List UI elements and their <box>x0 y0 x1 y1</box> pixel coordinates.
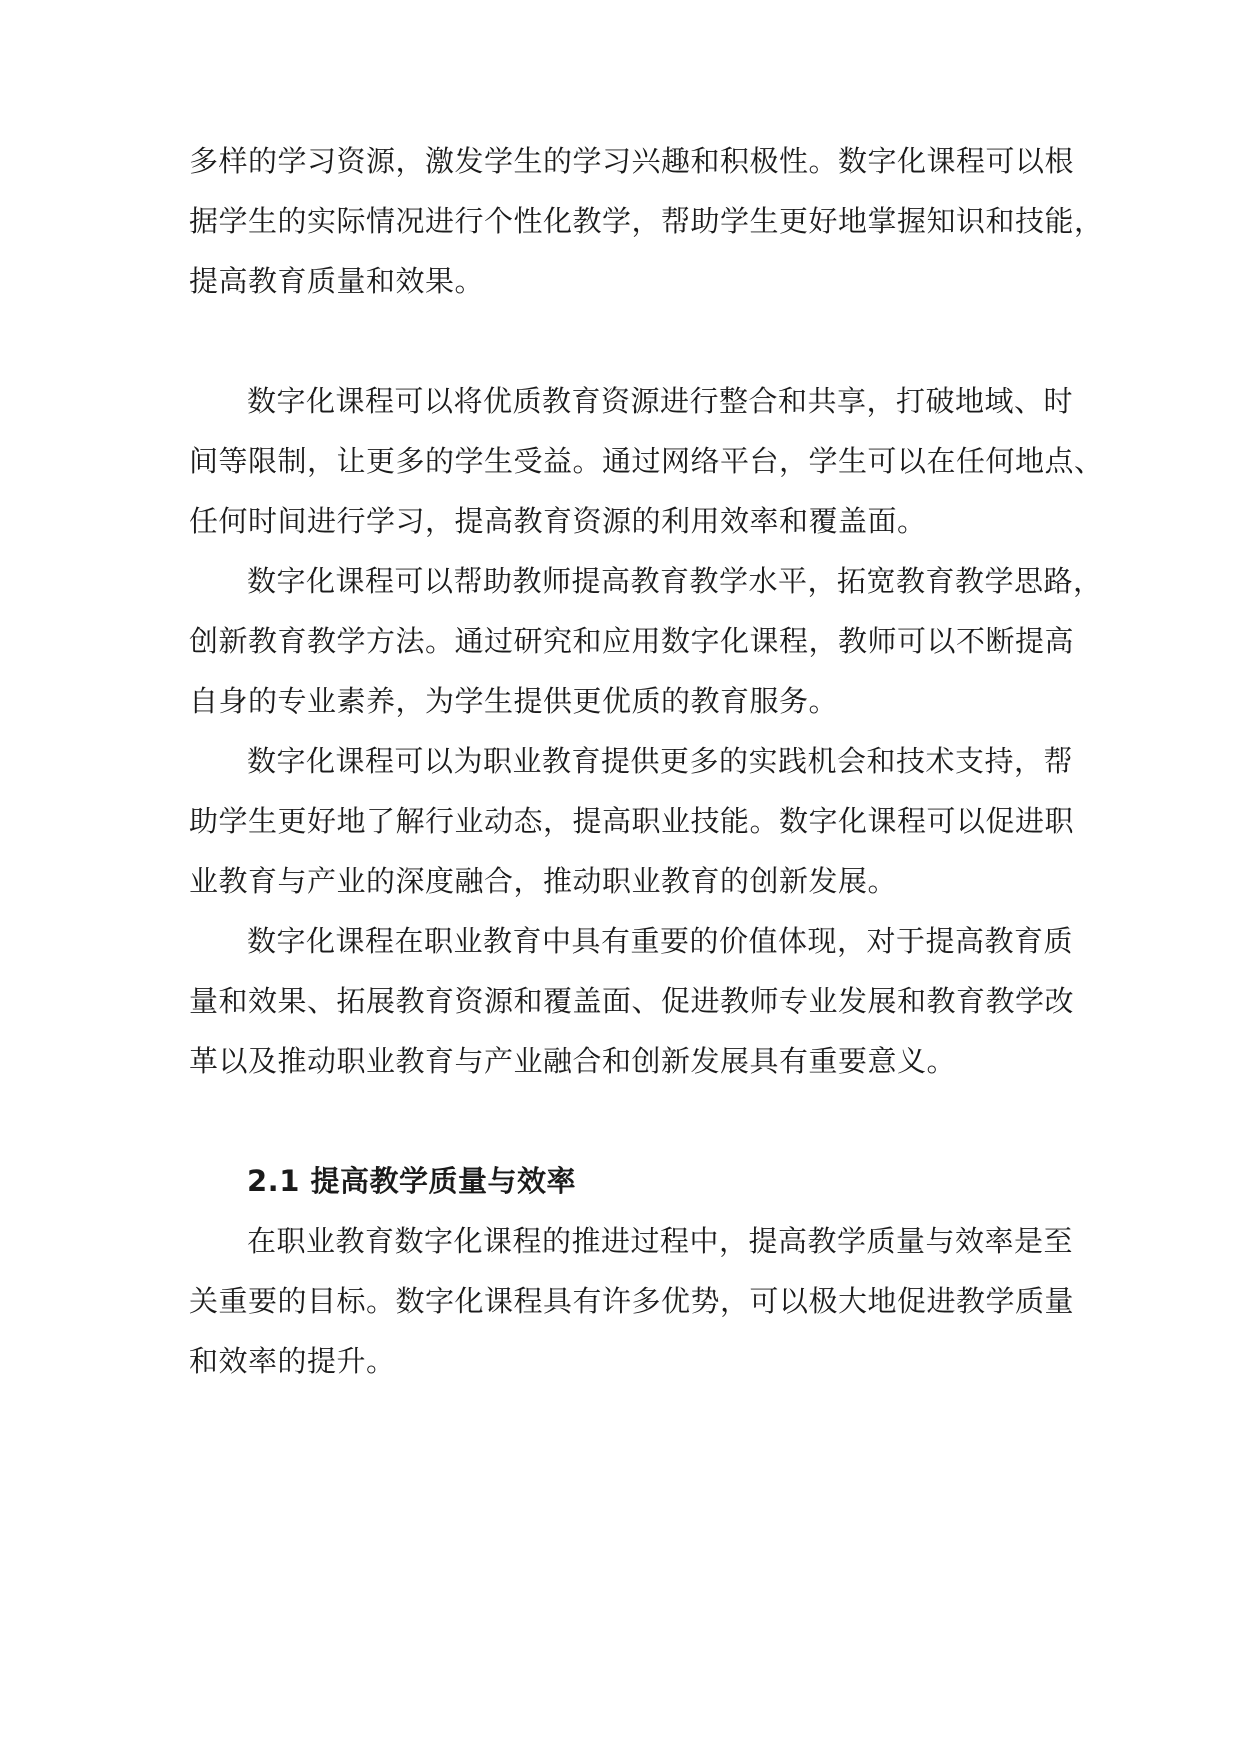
paragraph-line: 数字化课程可以帮助教师提高教育教学水平，拓宽教育教学思路， <box>247 564 1103 598</box>
paragraph-line: 和效率的提升。 <box>189 1344 396 1378</box>
paragraph-line: 革以及推动职业教育与产业融合和创新发展具有重要意义。 <box>189 1044 957 1078</box>
paragraph-line: 多样的学习资源，激发学生的学习兴趣和积极性。数字化课程可以根 <box>189 144 1075 178</box>
paragraph-line: 在职业教育数字化课程的推进过程中，提高教学质量与效率是至 <box>247 1224 1074 1258</box>
paragraph-line: 提高教育质量和效果。 <box>189 264 485 298</box>
paragraph-line: 助学生更好地了解行业动态，提高职业技能。数字化课程可以促进职 <box>189 804 1075 838</box>
paragraph-line: 数字化课程可以将优质教育资源进行整合和共享，打破地域、时 <box>247 384 1074 418</box>
paragraph-line: 数字化课程在职业教育中具有重要的价值体现，对于提高教育质 <box>247 924 1074 958</box>
paragraph-line: 关重要的目标。数字化课程具有许多优势，可以极大地促进教学质量 <box>189 1284 1075 1318</box>
paragraph-line: 量和效果、拓展教育资源和覆盖面、促进教师专业发展和教育教学改 <box>189 984 1075 1018</box>
section-heading: 2.1 提高教学质量与效率 <box>247 1164 576 1198</box>
paragraph-line: 间等限制，让更多的学生受益。通过网络平台，学生可以在任何地点、 <box>189 444 1104 478</box>
paragraph-line: 据学生的实际情况进行个性化教学，帮助学生更好地掌握知识和技能， <box>189 204 1104 238</box>
paragraph-line: 业教育与产业的深度融合，推动职业教育的创新发展。 <box>189 864 898 898</box>
paragraph-line: 自身的专业素养，为学生提供更优质的教育服务。 <box>189 684 839 718</box>
paragraph-line: 创新教育教学方法。通过研究和应用数字化课程，教师可以不断提高 <box>189 624 1075 658</box>
paragraph-line: 任何时间进行学习，提高教育资源的利用效率和覆盖面。 <box>189 504 927 538</box>
paragraph-line: 数字化课程可以为职业教育提供更多的实践机会和技术支持，帮 <box>247 744 1074 778</box>
